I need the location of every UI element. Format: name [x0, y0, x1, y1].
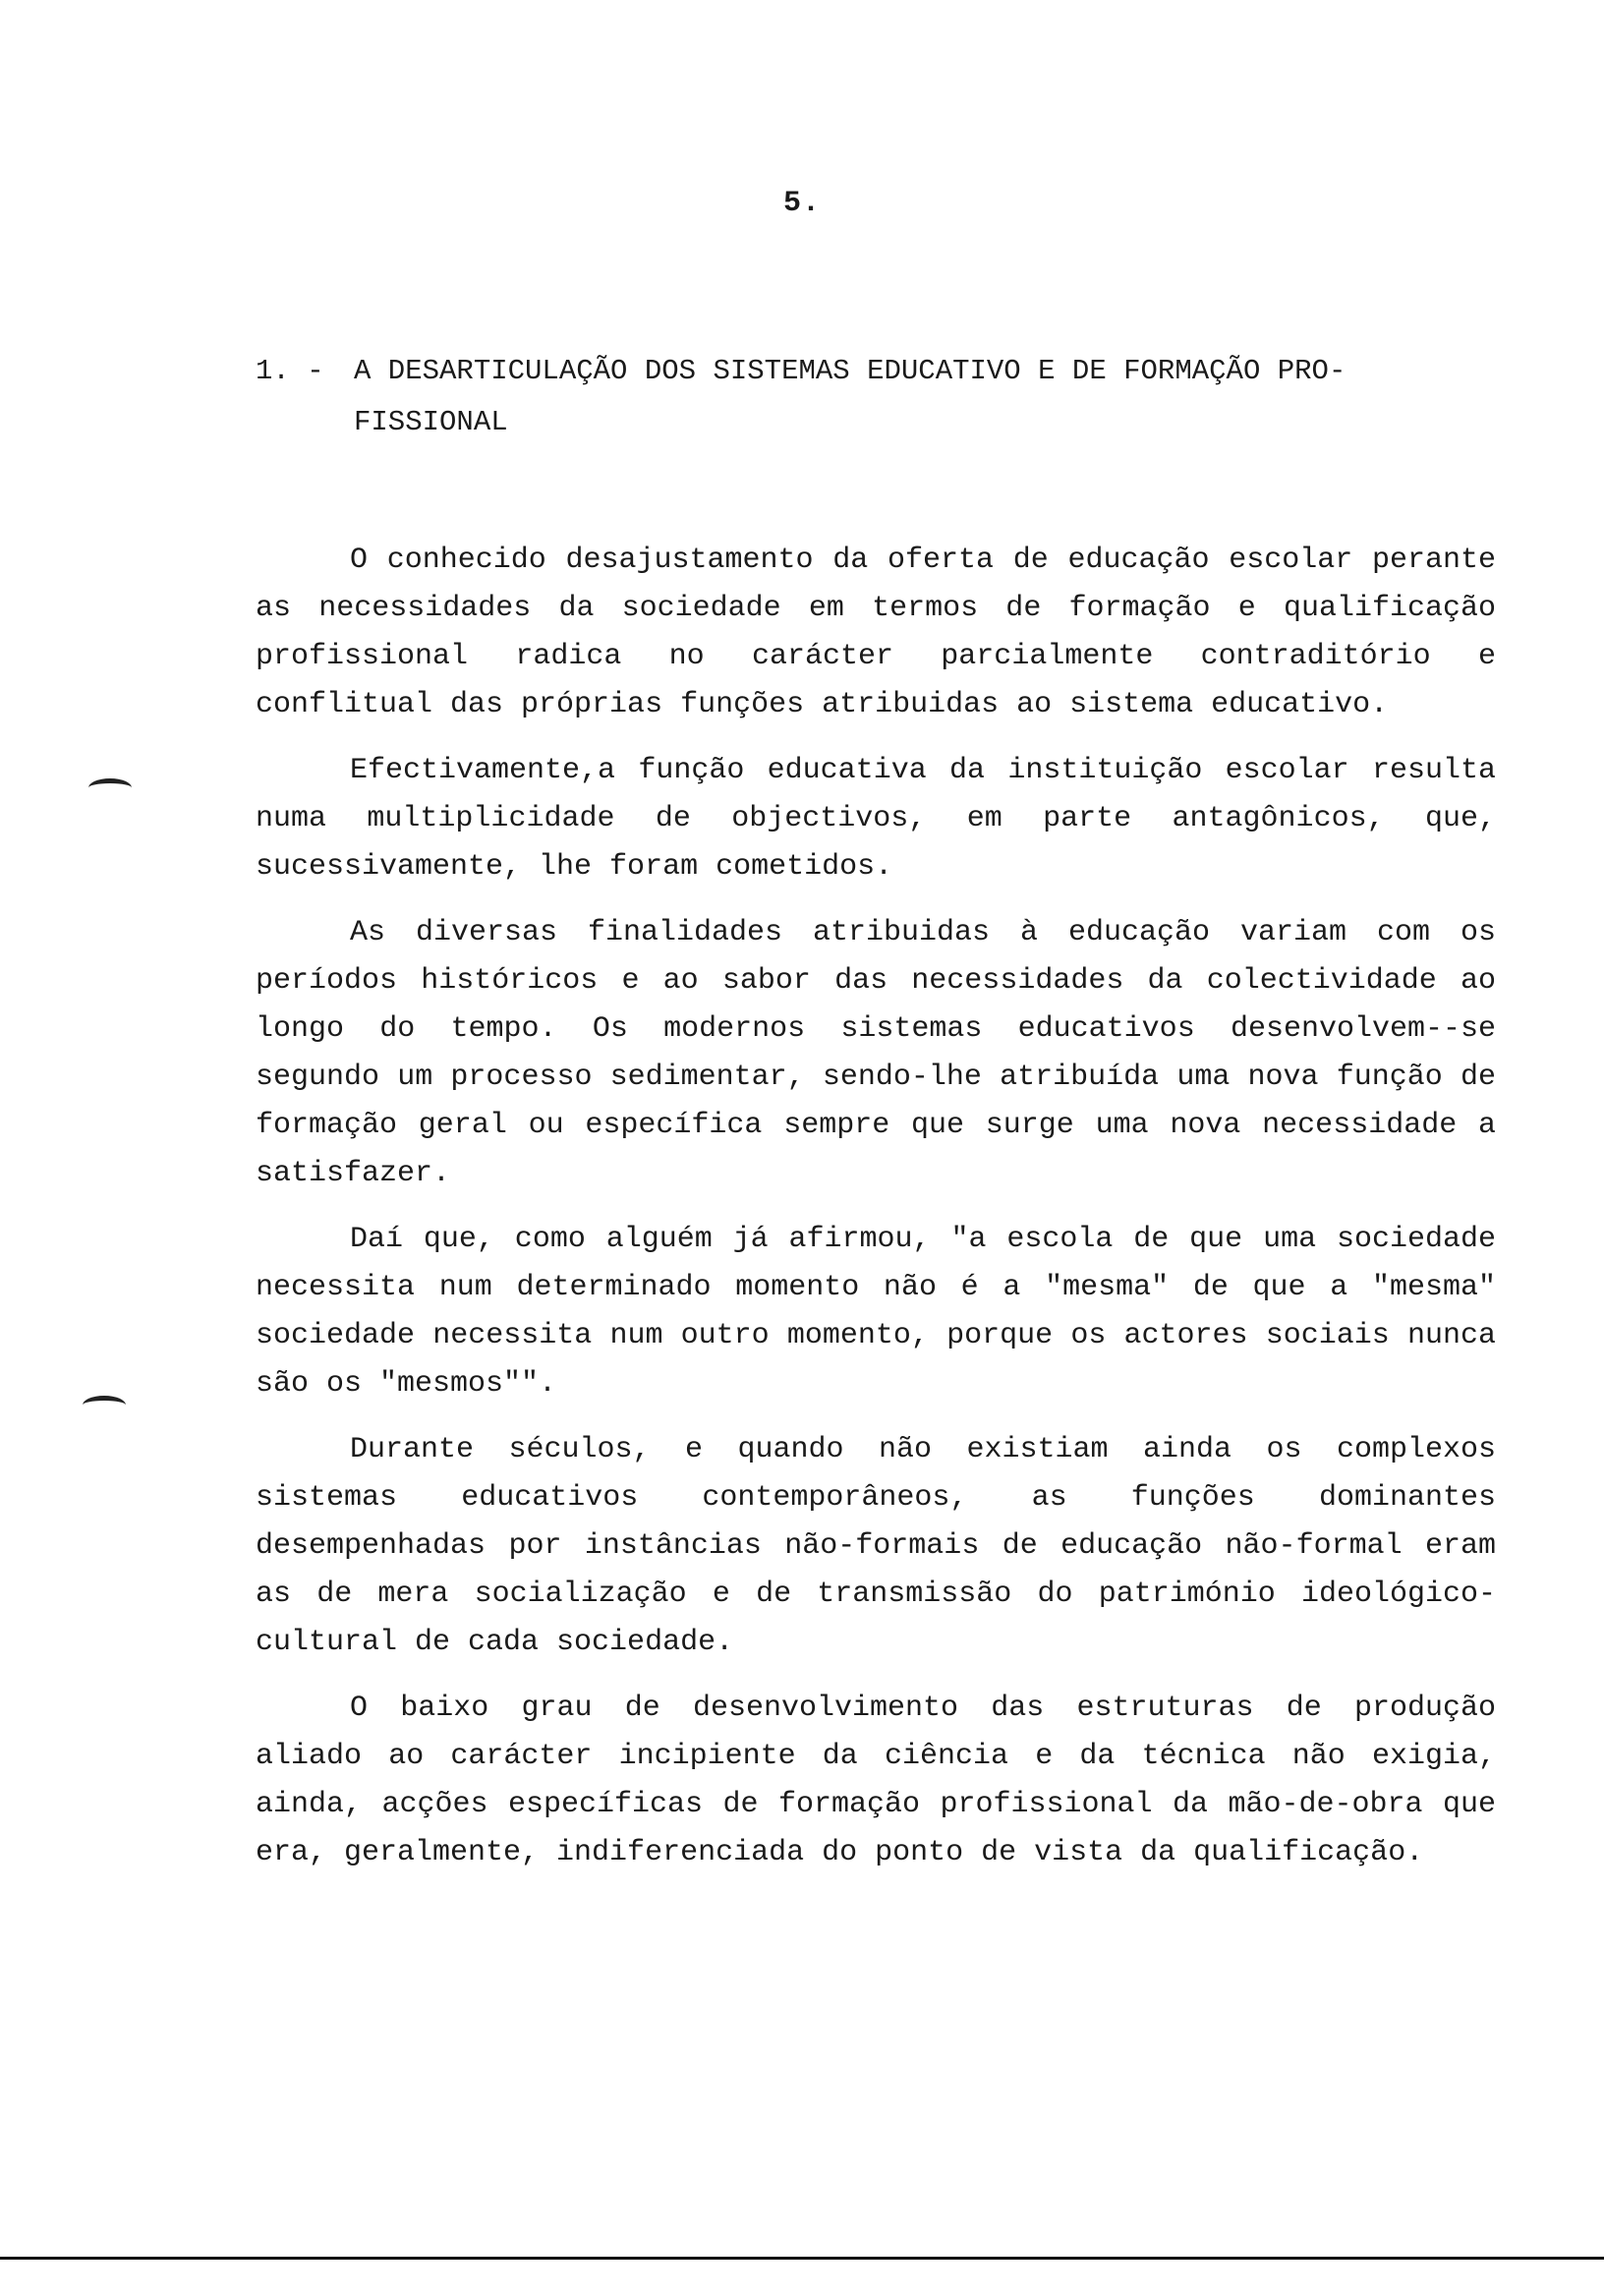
punch-hole-mark	[83, 1396, 126, 1414]
section-title-line-1: A DESARTICULAÇÃO DOS SISTEMAS EDUCATIVO E DE FORMAÇÃO PRO-	[354, 355, 1346, 387]
paragraph: Daí que, como alguém já afirmou, "a escola de que uma sociedade necessita num determinado momento não é a "mesma" de que a "mesma" sociedade necessita num outro momento, porque os actores sociais nunca são os "mesmos"".	[256, 1223, 1496, 1401]
bottom-rule	[0, 2257, 1604, 2260]
body-text	[256, 537, 1496, 1895]
section-number: 1. -	[256, 355, 324, 387]
section-title-line-2: FISSIONAL	[354, 406, 508, 438]
page-number: 5.	[782, 187, 821, 220]
paragraph: O baixo grau de desenvolvimento das estruturas de produção aliado ao carácter incipiente da ciência e da técnica não exigia, ainda, acções específicas de formação profissional da mão-de-obra que era, geralmente, indiferenciada do ponto de vista da qualificação.	[256, 1692, 1496, 1869]
punch-hole-mark	[88, 778, 132, 797]
paragraph: As diversas finalidades atribuidas à educação variam com os períodos históricos e ao sabor das necessidades da colectividade ao longo do tempo. Os modernos sistemas educativos desenvolvem--se segundo um processo sedimentar, sendo-lhe atribuída uma nova função de formação geral ou específica sempre que surge uma nova necessidade a satisfazer.	[256, 916, 1496, 1190]
paragraph: Durante séculos, e quando não existiam ainda os complexos sistemas educativos contemporâneos, as funções dominantes desempenhadas por instâncias não-formais de educação não-formal eram as de mera socialização e de transmissão do património ideológico-cultural de cada sociedade.	[256, 1433, 1496, 1659]
paragraph: Efectivamente,a função educativa da instituição escolar resulta numa multiplicidade de objectivos, em parte antagônicos, que, sucessivamente, lhe foram cometidos.	[256, 754, 1496, 884]
paragraph: O conhecido desajustamento da oferta de educação escolar perante as necessidades da sociedade em termos de formação e qualificação profissional radica no carácter parcialmente contraditório e conflitual das próprias funções atribuidas ao sistema educativo.	[256, 544, 1496, 721]
section-heading	[256, 346, 1484, 448]
